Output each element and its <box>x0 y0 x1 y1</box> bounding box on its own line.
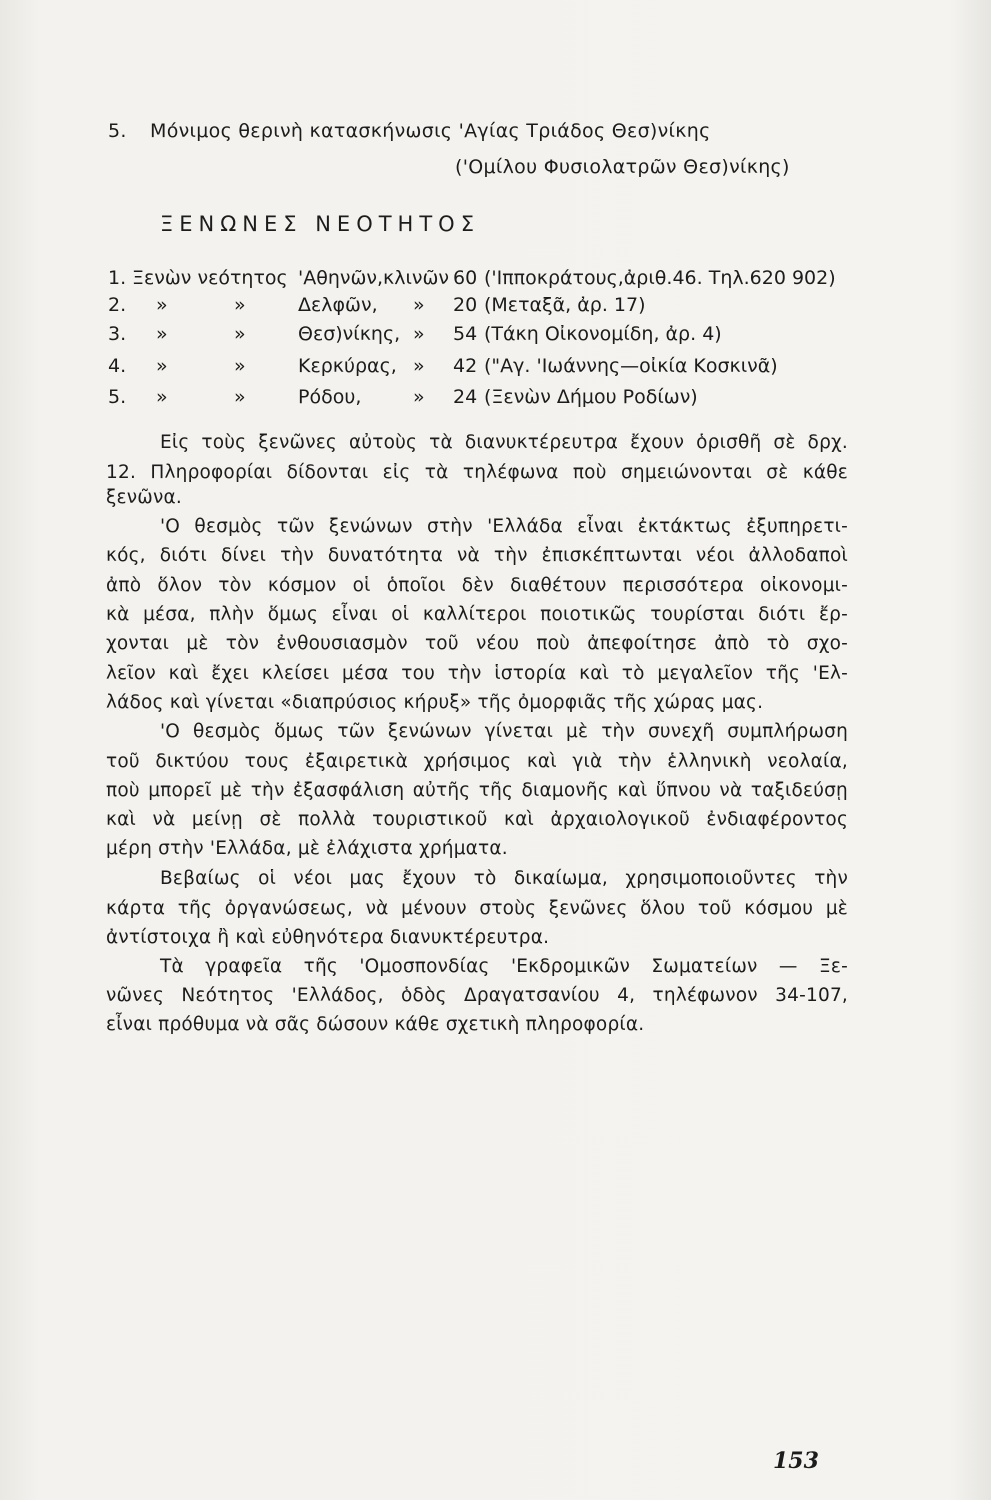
hostel-city: Ρόδου, <box>298 386 362 408</box>
hostel-beds: 24 <box>453 386 478 408</box>
ditto-mark: » <box>156 323 168 345</box>
paragraph-line: ξενῶνα. <box>106 487 182 508</box>
ditto-mark: » <box>413 386 425 408</box>
hostel-type: Ξενὼν νεότητος <box>132 267 288 289</box>
hostel-address: (Μεταξᾶ, ἀρ. 17) <box>484 294 646 316</box>
hostel-number: 1. <box>108 267 127 289</box>
paragraph-line: 12. Πληροφορίαι δίδονται εἰς τὰ τηλέφωνα ποὺ σημειώνονται σὲ κάθε <box>106 462 848 483</box>
hostel-number: 5. <box>108 386 127 408</box>
hostel-beds: 42 <box>453 355 478 377</box>
ditto-mark: » <box>413 355 425 377</box>
hostel-city: Κερκύρας, <box>298 355 397 377</box>
paragraph-line: ἀπὸ ὅλον τὸν κόσμον οἱ ὁποῖοι δὲν διαθέτουν περισσότερα οἰκονομι- <box>106 575 848 596</box>
hostel-address: (Ξενὼν Δήμου Ροδίων) <box>484 386 698 408</box>
ditto-mark: » <box>234 323 246 345</box>
paragraph-line: Εἰς τοὺς ξενῶνες αὐτοὺς τὰ διανυκτέρευτρα ἔχουν ὁρισθῆ σὲ δρχ. <box>160 432 848 453</box>
hostel-address: ('Ιπποκράτους,ἀριθ.46. Τηλ.620 902) <box>484 267 836 289</box>
hostel-address: (Τάκη Οἰκονομίδη, ἀρ. 4) <box>484 323 722 345</box>
paragraph-line: Βεβαίως οἱ νέοι μας ἔχουν τὸ δικαίωμα, χρησιμοποιοῦντες τὴν <box>160 868 848 889</box>
hostel-beds: 20 <box>453 294 478 316</box>
ditto-mark: » <box>156 294 168 316</box>
hostel-number: 3. <box>108 323 127 345</box>
hostel-city: Θεσ)νίκης, <box>298 323 401 345</box>
paragraph-line: 'Ο θεσμὸς τῶν ξενώνων στὴν 'Ελλάδα εἶναι ἐκτάκτως ἐξυπηρετι- <box>160 516 848 537</box>
paragraph-line: λεῖον καὶ ἔχει κλείσει μέσα του τὴν ἱστορία καὶ τὸ μεγαλεῖον τῆς 'Ελ- <box>106 663 848 684</box>
hostel-beds: 60 <box>453 267 478 289</box>
camp-organizer: ('Ομίλου Φυσιολατρῶν Θεσ)νίκης) <box>455 156 790 178</box>
paragraph-line: τοῦ δικτύου τους ἐξαιρετικὰ χρήσιμος καὶ γιὰ τὴν ἑλληνικὴ νεολαία, <box>106 751 848 772</box>
paragraph-line: λάδος καὶ γίνεται «διαπρύσιος κήρυξ» τῆς ὀμορφιᾶς τῆς χώρας μας. <box>106 692 764 713</box>
ditto-mark: » <box>156 355 168 377</box>
paragraph-line: μέρη στὴν 'Ελλάδα, μὲ ἐλάχιστα χρήματα. <box>106 838 508 859</box>
ditto-mark: » <box>413 323 425 345</box>
paragraph-line: κάρτα τῆς ὀργανώσεως, νὰ μένουν στοὺς ξενῶνες ὅλου τοῦ κόσμου μὲ <box>106 898 848 919</box>
section-heading: ΞΕΝΩΝΕΣ ΝΕΟΤΗΤΟΣ <box>160 212 480 236</box>
hostel-beds-label: κλινῶν <box>383 267 450 289</box>
ditto-mark: » <box>413 294 425 316</box>
ditto-mark: » <box>234 294 246 316</box>
hostel-beds: 54 <box>453 323 478 345</box>
paragraph-line: χονται μὲ τὸν ἐνθουσιασμὸν τοῦ νέου ποὺ ἀπεφοίτησε ἀπὸ τὸ σχο- <box>106 633 848 654</box>
paragraph-line: κός, διότι δίνει τὴν δυνατότητα νὰ τὴν ἐπισκέπτωνται νέοι ἀλλοδαποὶ <box>106 545 848 566</box>
ditto-mark: » <box>234 355 246 377</box>
paragraph-line: κὰ μέσα, πλὴν ὅμως εἶναι οἱ καλλίτεροι ποιοτικῶς τουρίσται διότι ἔρ- <box>106 604 848 625</box>
ditto-mark: » <box>234 386 246 408</box>
camp-title: Μόνιμος θερινὴ κατασκήνωσις 'Αγίας Τριάδος Θεσ)νίκης <box>150 120 711 142</box>
paragraph-line: ἀντίστοιχα ἢ καὶ εὐθηνότερα διανυκτέρευτρα. <box>106 927 550 948</box>
paragraph-line: καὶ νὰ μείνῃ σὲ πολλὰ τουριστικοῦ καὶ ἀρχαιολογικοῦ ἐνδιαφέροντος <box>106 809 848 830</box>
paragraph-line: ποὺ μπορεῖ μὲ τὴν ἐξασφάλιση αὐτῆς τῆς διαμονῆς καὶ ὕπνου νὰ ταξιδεύσῃ <box>106 780 848 801</box>
paragraph-line: εἶναι πρόθυμα νὰ σᾶς δώσουν κάθε σχετικὴ πληροφορία. <box>106 1014 645 1035</box>
page-number: 153 <box>773 1448 819 1474</box>
paragraph-line: 'Ο θεσμὸς ὅμως τῶν ξενώνων γίνεται μὲ τὴν συνεχῆ συμπλήρωση <box>160 721 848 742</box>
hostel-number: 4. <box>108 355 127 377</box>
ditto-mark: » <box>156 386 168 408</box>
camp-number: 5. <box>108 120 127 142</box>
hostel-number: 2. <box>108 294 127 316</box>
hostel-city: 'Αθηνῶν, <box>298 267 384 289</box>
hostel-address: ("Αγ. 'Ιωάννης—οἰκία Κοσκινᾶ) <box>484 355 778 377</box>
paragraph-line: νῶνες Νεότητος 'Ελλάδος, ὁδὸς Δραγατσανίου 4, τηλέφωνον 34-107, <box>106 985 848 1006</box>
paragraph-line: Τὰ γραφεῖα τῆς 'Ομοσπονδίας 'Εκδρομικῶν Σωματείων — Ξε- <box>160 956 848 977</box>
hostel-city: Δελφῶν, <box>298 294 378 316</box>
